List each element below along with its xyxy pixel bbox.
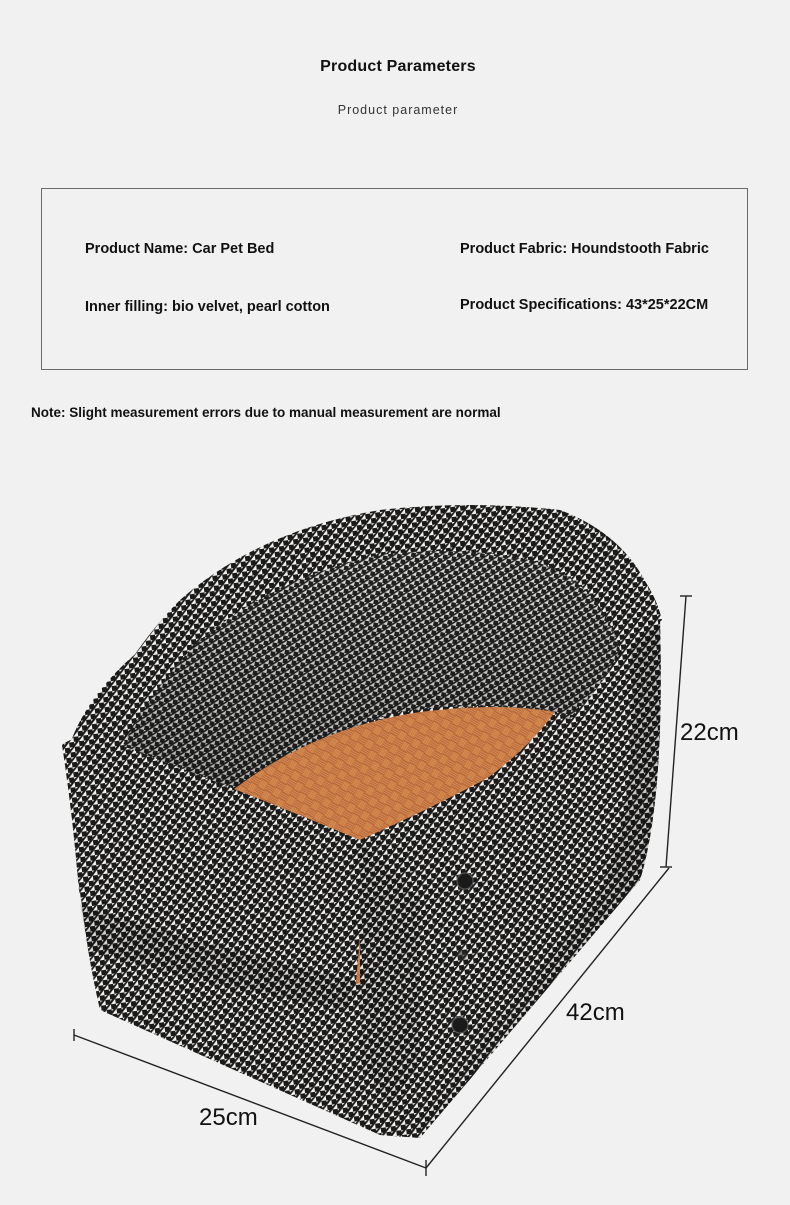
snap-button <box>457 873 473 889</box>
param-inner-filling: Inner filling: bio velvet, pearl cotton <box>85 299 330 315</box>
param-product-name: Product Name: Car Pet Bed <box>85 241 275 257</box>
page-subtitle: Product parameter <box>337 103 459 117</box>
param-product-specifications: Product Specifications: 43*25*22CM <box>460 297 709 313</box>
dimension-depth-label: 42cm <box>566 999 625 1026</box>
measurement-note: Note: Slight measurement errors due to manual measurement are normal <box>31 405 501 420</box>
param-product-fabric: Product Fabric: Houndstooth Fabric <box>460 241 709 257</box>
snap-button <box>457 950 467 960</box>
dimension-height-label: 22cm <box>680 719 739 746</box>
snap-button <box>452 1017 468 1033</box>
product-image <box>0 440 790 1205</box>
dimension-width-label: 25cm <box>199 1104 258 1131</box>
page-title: Product Parameters <box>320 58 476 75</box>
parameters-box <box>41 188 748 370</box>
